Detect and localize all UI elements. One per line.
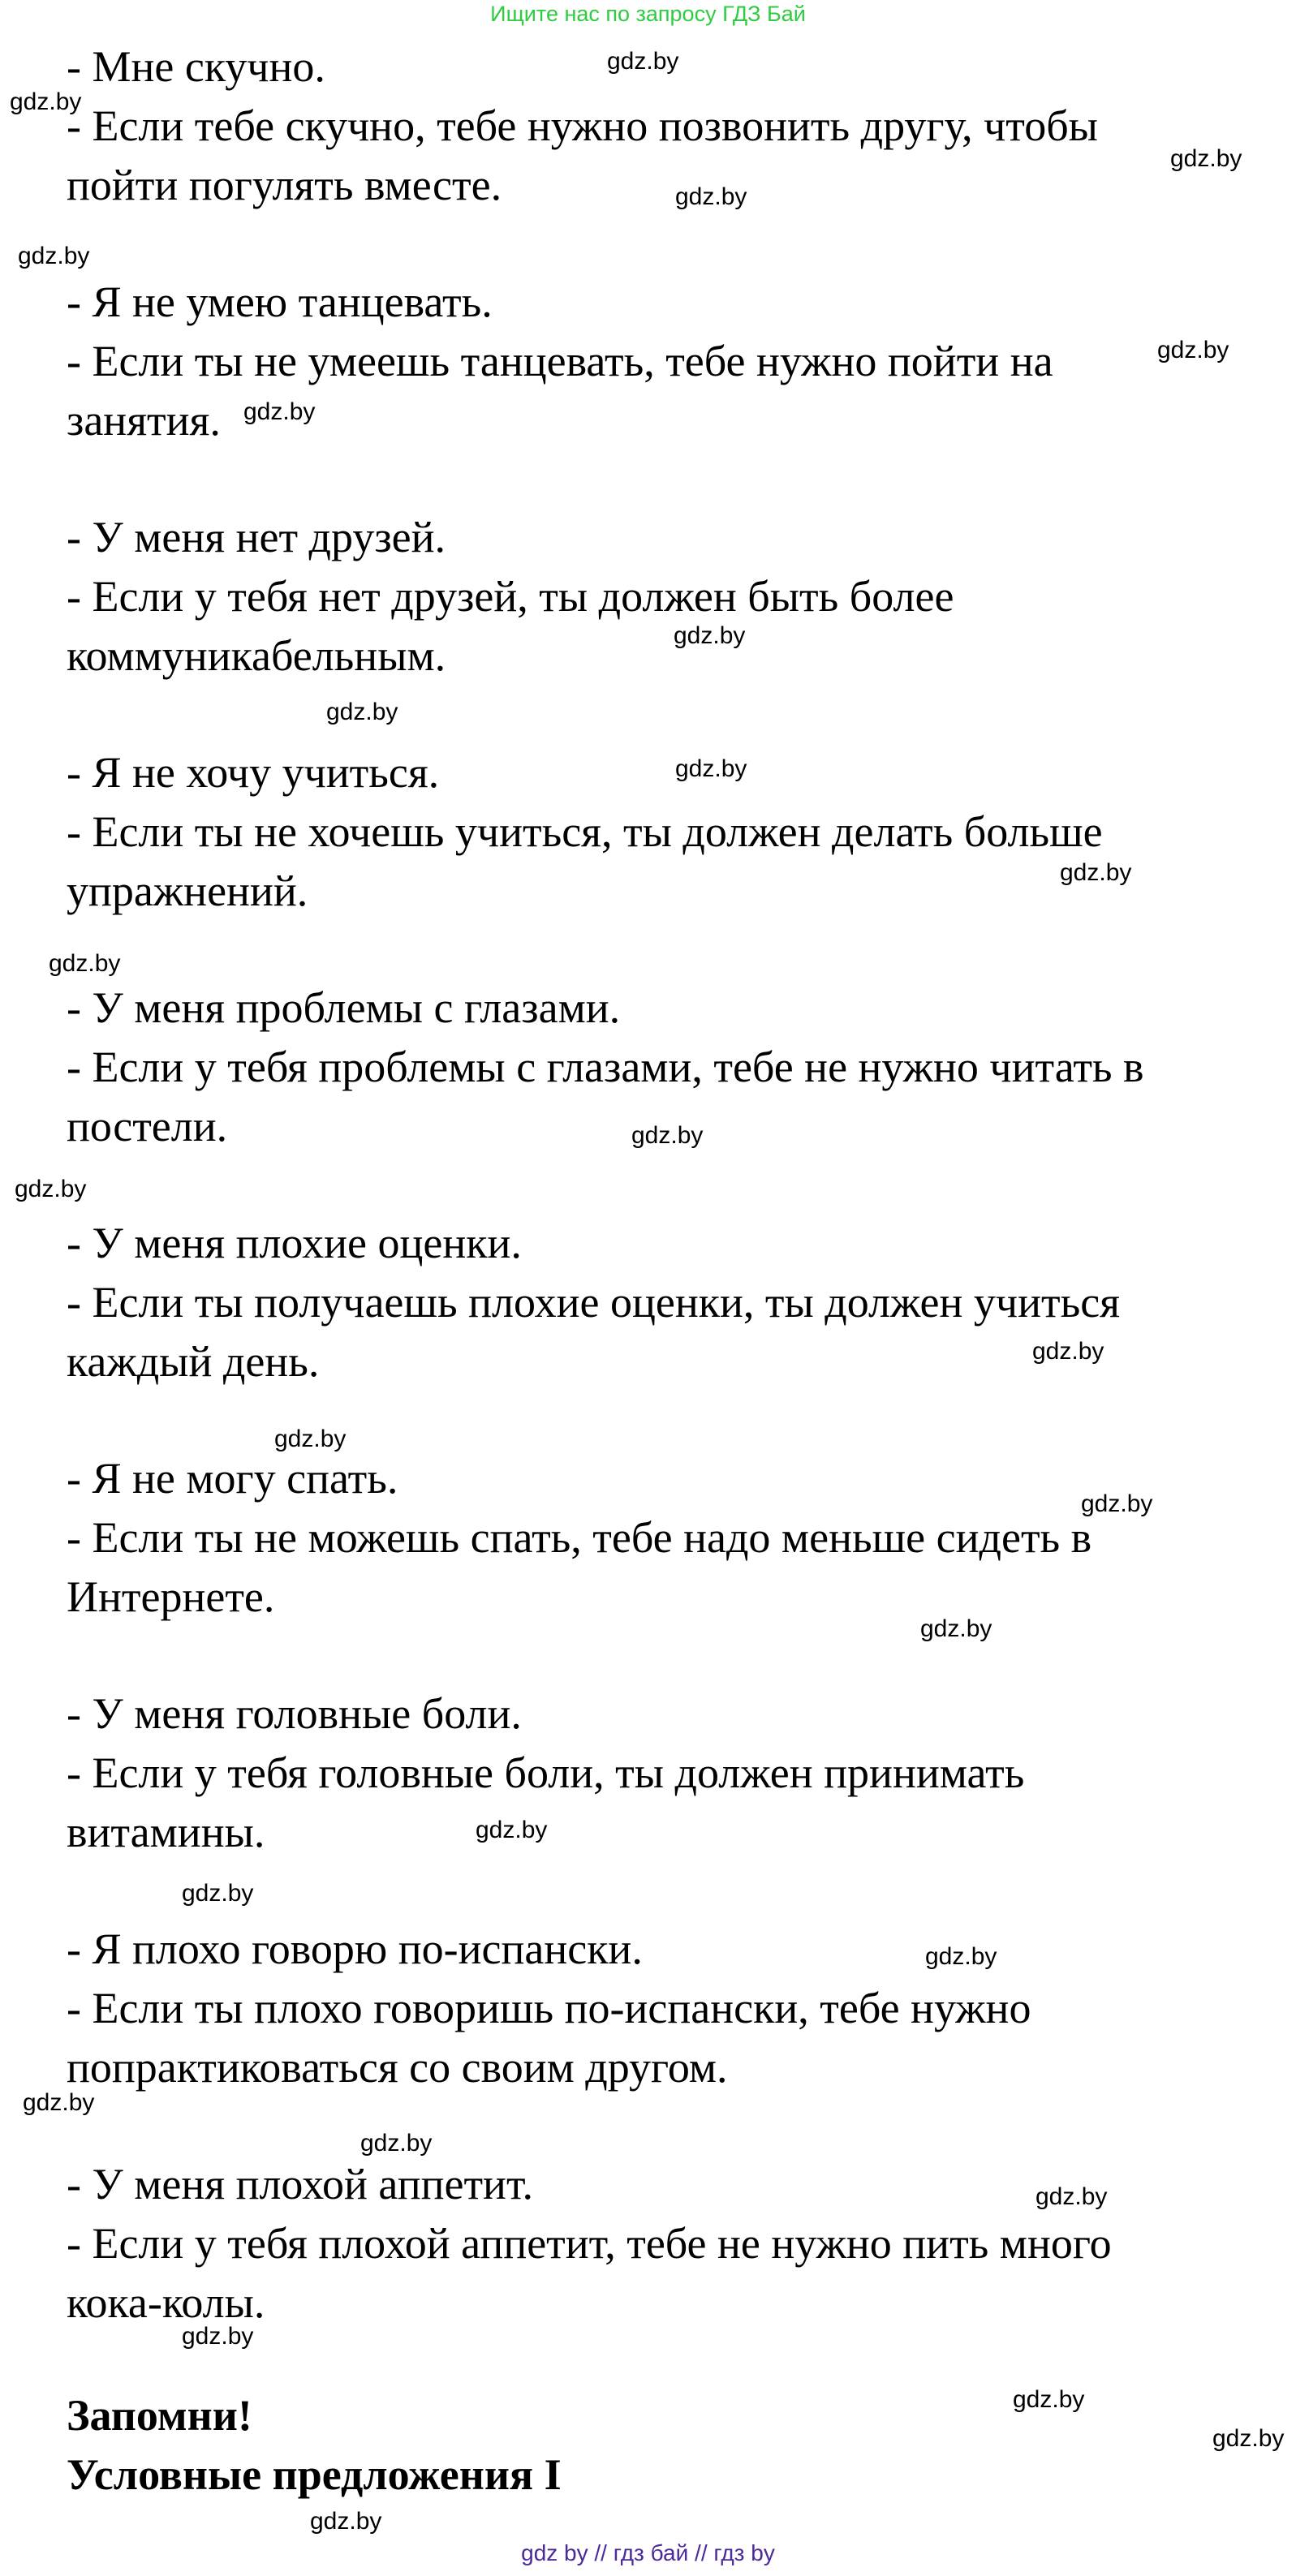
watermark: gdz.by (675, 183, 747, 210)
watermark: gdz.by (310, 2508, 382, 2535)
text-line: - Мне скучно. (67, 42, 325, 91)
footer-links[interactable]: gdz by // гдз бай // гдз by (521, 2540, 775, 2565)
watermark: gdz.by (18, 243, 90, 269)
watermark: gdz.by (1157, 337, 1229, 363)
text-line: попрактиковаться со своим другом. (67, 2043, 728, 2092)
watermark: gdz.by (1081, 1490, 1153, 1517)
text-line: каждый день. (67, 1337, 320, 1386)
watermark: gdz.by (925, 1943, 997, 1970)
text-line: пойти погулять вместе. (67, 161, 502, 209)
watermark: gdz.by (360, 2130, 433, 2157)
text-line: коммуникабельным. (67, 631, 446, 680)
text-line: - Если ты не умеешь танцевать, тебе нужно пойти на (67, 337, 1053, 385)
watermark: gdz.by (23, 2089, 95, 2116)
text-line: - Если у тебя нет друзей, ты должен быть более (67, 572, 954, 621)
watermark: gdz.by (182, 2323, 254, 2350)
text-line: - Если ты плохо говоришь по-испански, тебе нужно (67, 1984, 1031, 2032)
watermark: gdz.by (675, 755, 747, 782)
text-line: кока-колы. (67, 2278, 265, 2327)
text-line: - Я не могу спать. (67, 1454, 398, 1503)
watermark: gdz.by (1212, 2425, 1285, 2452)
text-line: - Если у тебя проблемы с глазами, тебе не нужно читать в (67, 1043, 1144, 1091)
watermark: gdz.by (920, 1615, 992, 1642)
text-line: - Если ты не можешь спать, тебе надо меньше сидеть в (67, 1513, 1092, 1562)
text-line: - Если ты не хочешь учиться, ты должен делать больше (67, 807, 1103, 856)
watermark: gdz.by (476, 1817, 548, 1843)
text-line: - Если у тебя плохой аппетит, тебе не нужно пить много (67, 2219, 1112, 2268)
watermark: gdz.by (607, 48, 679, 75)
watermark: gdz.by (1060, 859, 1132, 886)
watermark: gdz.by (326, 699, 398, 725)
text-line: занятия. (67, 396, 221, 445)
watermark: gdz.by (1170, 145, 1242, 172)
text-line: - У меня нет друзей. (67, 513, 446, 561)
watermark: gdz.by (182, 1880, 254, 1907)
watermark: gdz.by (49, 950, 121, 977)
watermark: gdz.by (274, 1426, 347, 1452)
text-line: - Я не хочу учиться. (67, 748, 440, 797)
text-line: - Я плохо говорю по-испански. (67, 1924, 643, 1973)
text-line: - У меня проблемы с глазами. (67, 983, 621, 1032)
watermark: gdz.by (243, 398, 316, 425)
text-line: - У меня головные боли. (67, 1689, 522, 1738)
watermark: gdz.by (631, 1122, 704, 1149)
watermark: gdz.by (1036, 2183, 1108, 2210)
text-line: - У меня плохой аппетит. (67, 2160, 533, 2208)
text-line: - Если у тебя головные боли, ты должен принимать (67, 1748, 1025, 1797)
text-line: постели. (67, 1102, 228, 1150)
top-banner[interactable]: Ищите нас по запросу ГДЗ Бай (490, 2, 806, 26)
watermark: gdz.by (15, 1176, 87, 1202)
remember-heading: Запомни! (67, 2391, 252, 2440)
text-line: Интернете. (67, 1572, 275, 1621)
watermark: gdz.by (1032, 1338, 1104, 1365)
text-line: - Я не умею танцевать. (67, 277, 493, 326)
section-heading: Условные предложения I (67, 2450, 562, 2499)
watermark: gdz.by (674, 622, 746, 649)
text-line: витамины. (67, 1808, 265, 1856)
text-line: упражнений. (67, 867, 308, 915)
text-line: - У меня плохие оценки. (67, 1219, 522, 1267)
text-line: - Если ты получаешь плохие оценки, ты должен учиться (67, 1278, 1121, 1327)
text-line: - Если тебе скучно, тебе нужно позвонить другу, чтобы (67, 101, 1098, 150)
watermark: gdz.by (1013, 2386, 1085, 2413)
watermark: gdz.by (10, 88, 82, 115)
